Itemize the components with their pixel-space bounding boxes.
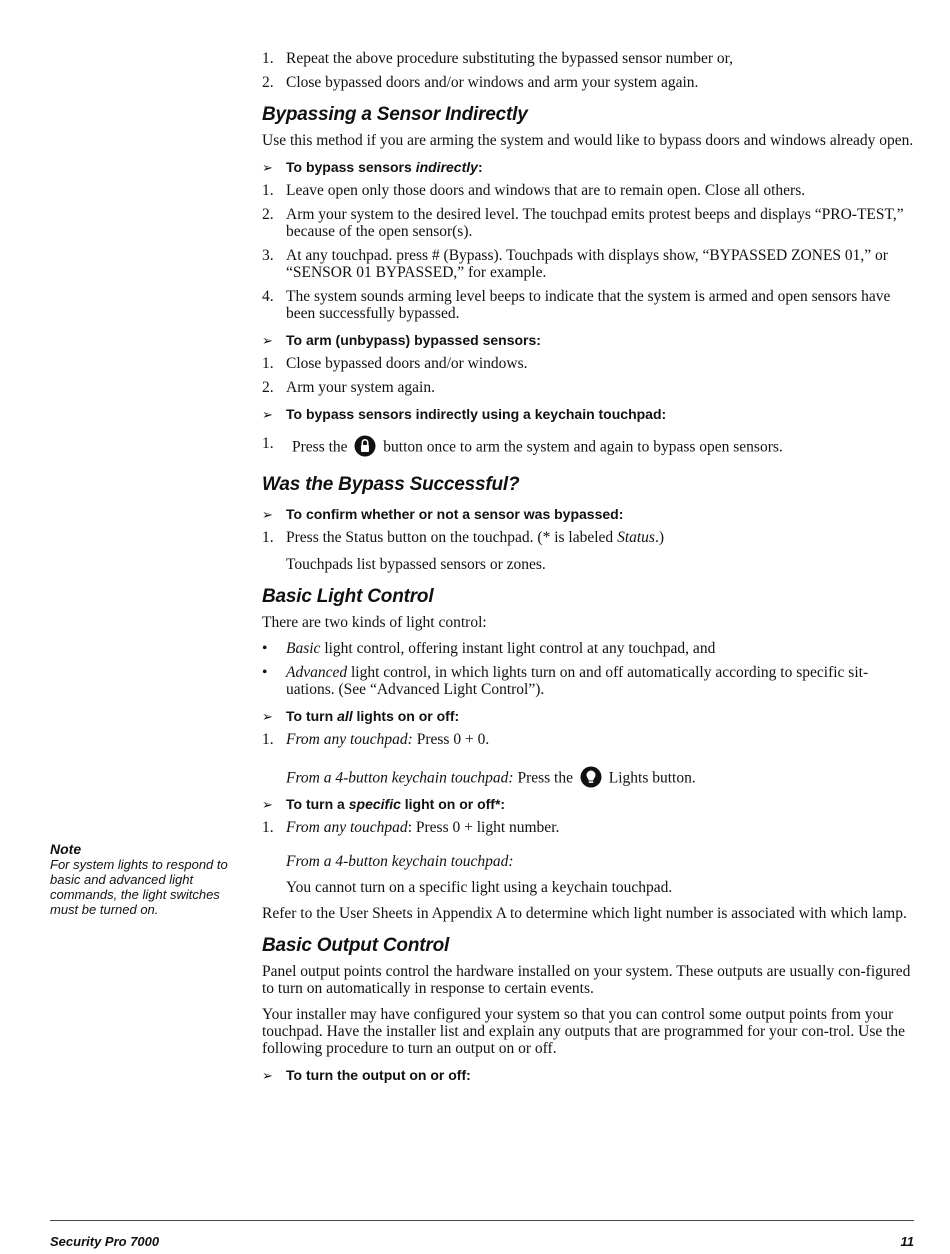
lock-icon <box>354 435 376 461</box>
list-item <box>262 435 914 461</box>
step-number: 3. <box>262 247 274 264</box>
step-text: The system sounds arming level beeps to indicate that the system is armed and open sensors have been successfully bypassed. <box>286 288 891 322</box>
page-content <box>262 50 914 1090</box>
procedure-heading <box>262 796 914 813</box>
bullet-emphasis: Basic <box>286 640 321 657</box>
step-text: Repeat the above procedure substituting the bypassed sensor number or, <box>286 50 734 67</box>
step-text: Press the <box>292 438 348 456</box>
arrow-icon: ➢ <box>262 407 273 422</box>
proc-text: To confirm whether or not a sensor was bypassed: <box>286 506 624 522</box>
step-text: Press 0 + 0. <box>412 731 490 748</box>
list-item <box>262 247 914 281</box>
steps-list <box>262 355 914 396</box>
note-text: For system lights to respond to basic and advanced light commands, the light switches must be turned on. <box>50 857 228 917</box>
proc-emphasis: indirectly <box>415 159 478 175</box>
step-number: 1. <box>262 819 274 836</box>
bullet-text: light control, in which lights turn on and off automatically according to specific sit-uations. (See “Advanced Light Control”). <box>286 664 869 698</box>
bullet-item <box>262 640 914 657</box>
step-number: 2. <box>262 74 274 91</box>
step-number: 4. <box>262 288 274 305</box>
procedure-heading <box>262 159 914 176</box>
step-number: 2. <box>262 206 274 223</box>
arrow-icon: ➢ <box>262 333 273 348</box>
list-item <box>262 206 914 240</box>
bullet-item <box>262 664 914 698</box>
proc-emphasis: specific <box>348 796 401 812</box>
light-bulb-icon <box>580 766 602 792</box>
step-emphasis: From a 4-button keychain touchpad: <box>286 769 514 787</box>
proc-text: light on or off*: <box>400 796 506 812</box>
step-text: At any touchpad. press # (Bypass). Touchpads with displays show, “BYPASSED ZONES 01,” or “SENSOR 01 BYPASSED,” for example. <box>286 247 888 281</box>
list-item <box>262 182 914 199</box>
step-number: 1. <box>262 355 274 372</box>
paragraph <box>286 766 914 792</box>
step-text: button once to arm the system and again to bypass open sensors. <box>383 438 783 456</box>
step-text: Press the Status button on the touchpad. (* is labeled <box>286 529 618 546</box>
paragraph: There are two kinds of light control: <box>262 614 487 631</box>
paragraph: Touchpads list bypassed sensors or zones. <box>286 556 546 573</box>
arrow-icon: ➢ <box>262 797 273 812</box>
footer-title: Security Pro 7000 <box>50 1234 160 1249</box>
arrow-icon: ➢ <box>262 160 273 175</box>
step-text: Lights button. <box>608 769 696 787</box>
list-item <box>262 355 914 372</box>
step-emphasis: From any touchpad: <box>286 731 413 748</box>
bullet-emphasis: Advanced <box>286 664 348 681</box>
side-note <box>50 842 235 917</box>
bullet-icon: • <box>262 664 268 681</box>
list-item <box>262 731 914 748</box>
heading-basic-light-control: Basic Light Control <box>262 586 434 607</box>
arrow-icon: ➢ <box>262 709 273 724</box>
step-number: 1. <box>262 731 274 748</box>
paragraph <box>286 853 914 870</box>
procedure-heading <box>262 406 914 423</box>
procedure-heading <box>262 708 914 725</box>
step-text: .) <box>654 529 665 546</box>
list-item <box>262 74 914 91</box>
proc-text: To turn a <box>286 796 349 812</box>
proc-text: To bypass sensors indirectly using a keychain touchpad: <box>286 406 667 422</box>
procedure-heading <box>262 332 914 349</box>
proc-text: To turn <box>286 708 338 724</box>
intro-steps <box>262 50 914 91</box>
step-text: Close bypassed doors and/or windows and arm your system again. <box>286 74 699 91</box>
step-text: Close bypassed doors and/or windows. <box>286 355 528 372</box>
step-emphasis: Status <box>617 529 655 546</box>
proc-text: lights on or off: <box>352 708 460 724</box>
proc-text: : <box>477 159 483 175</box>
steps-list <box>262 182 914 322</box>
arrow-icon: ➢ <box>262 1068 273 1083</box>
procedure-heading <box>262 1067 914 1084</box>
list-item <box>262 50 914 67</box>
list-item <box>262 529 914 546</box>
paragraph: Refer to the User Sheets in Appendix A to determine which light number is associated with which lamp. <box>262 905 907 922</box>
footer-divider <box>50 1220 914 1221</box>
step-number: 1. <box>262 529 274 546</box>
step-text: Arm your system to the desired level. The touchpad emits protest beeps and displays “PRO-TEST,” because of the open sensor(s). <box>286 206 904 240</box>
proc-text: To bypass sensors <box>286 159 416 175</box>
proc-emphasis: all <box>337 708 353 724</box>
step-text: : Press 0 + light number. <box>407 819 560 836</box>
paragraph: You cannot turn on a specific light using a keychain touchpad. <box>286 879 673 896</box>
proc-text: To turn the output on or off: <box>286 1067 471 1083</box>
step-number: 1. <box>262 182 274 199</box>
list-item <box>262 288 914 322</box>
arrow-icon: ➢ <box>262 507 273 522</box>
step-text: Press the <box>513 769 573 787</box>
paragraph: Use this method if you are arming the system and would like to bypass doors and windows already open. <box>262 132 914 149</box>
list-item <box>262 379 914 396</box>
paragraph: Panel output points control the hardware installed on your system. These outputs are usually con-figured to turn on automatically in response to certain events. <box>262 963 911 997</box>
step-number: 1. <box>262 435 274 452</box>
note-title: Note <box>50 841 82 857</box>
heading-bypass-indirectly: Bypassing a Sensor Indirectly <box>262 104 528 125</box>
step-number: 2. <box>262 379 274 396</box>
page-number: 11 <box>900 1234 914 1249</box>
proc-text: To arm (unbypass) bypassed sensors: <box>286 332 541 348</box>
step-emphasis: From any touchpad <box>286 819 408 836</box>
step-emphasis: From a 4-button keychain touchpad: <box>286 853 514 870</box>
bullet-text: light control, offering instant light control at any touchpad, and <box>320 640 716 657</box>
paragraph: Your installer may have configured your system so that you can control some output points from your touchpad. Have the installer list and explain any outputs that are programmed for your con-trol. Use the following procedure to turn an output on or off. <box>262 1006 906 1057</box>
heading-basic-output-control: Basic Output Control <box>262 935 450 956</box>
list-item <box>262 819 914 836</box>
heading-bypass-successful: Was the Bypass Successful? <box>262 474 520 495</box>
procedure-heading <box>262 506 914 523</box>
step-text: Arm your system again. <box>286 379 435 396</box>
step-text: Leave open only those doors and windows that are to remain open. Close all others. <box>286 182 806 199</box>
bullet-icon: • <box>262 640 268 657</box>
step-number: 1. <box>262 50 274 67</box>
